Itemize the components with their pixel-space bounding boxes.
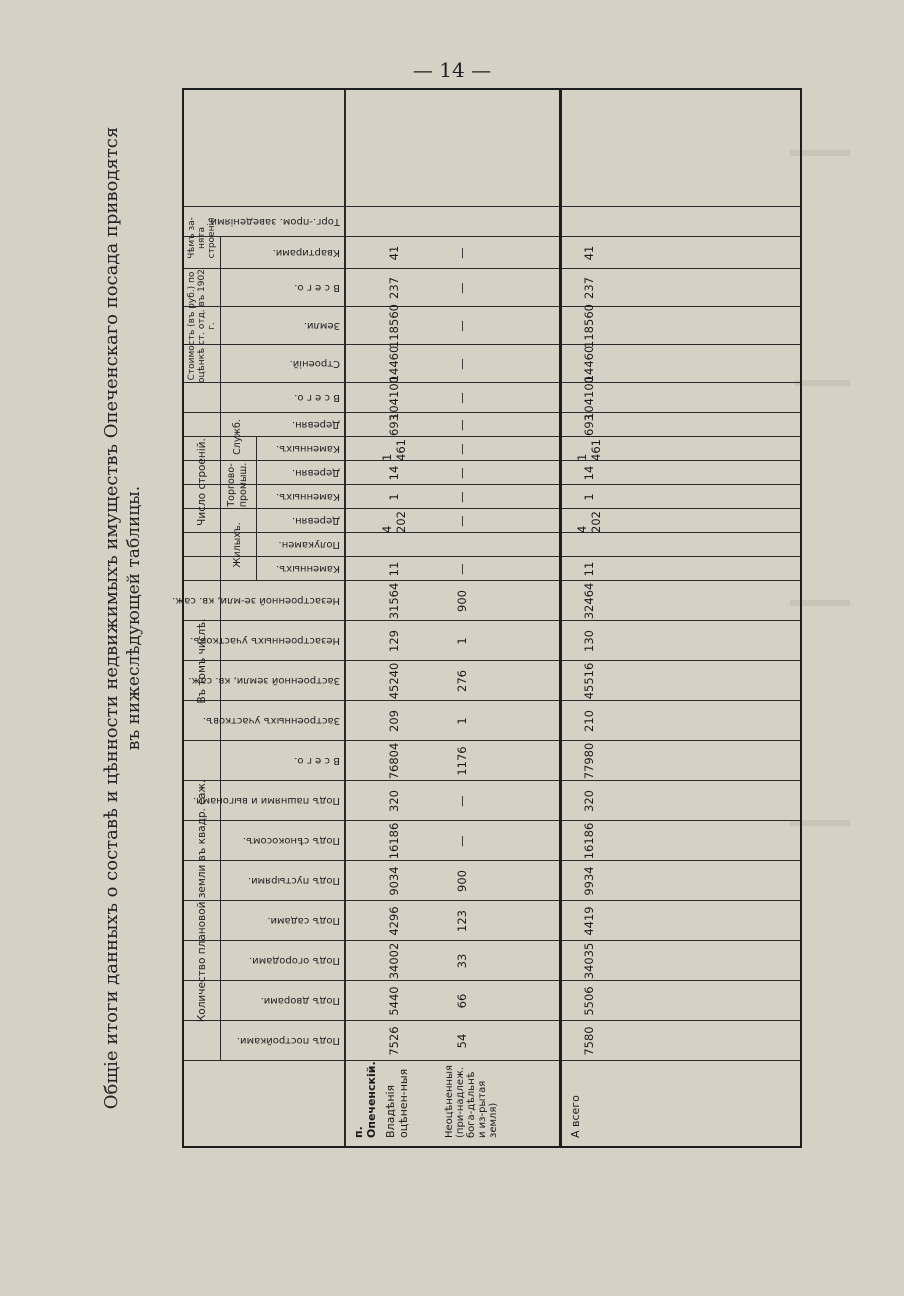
table-cell: 320 — [387, 790, 401, 812]
column-header: Подъ садами. — [267, 915, 340, 926]
column-rule — [184, 412, 800, 413]
column-rule — [184, 268, 800, 269]
table-cell: 32464 — [582, 582, 596, 620]
table-cell: 130 — [582, 630, 596, 652]
column-rule — [184, 940, 800, 941]
column-header: Торг.-пром. заведеніями. — [207, 216, 340, 227]
table-cell: — — [455, 419, 469, 431]
group-rule — [220, 237, 221, 1061]
table-cell: — — [455, 282, 469, 294]
place-name: п. Опеченскій. — [352, 1061, 378, 1138]
column-header: Деревян. — [291, 419, 340, 430]
table-cell: 4296 — [387, 906, 401, 936]
table-cell: 4419 — [582, 906, 596, 936]
building-subgroup-header: Торгово-промыш. — [226, 462, 249, 508]
table-cell: 123 — [455, 910, 469, 932]
column-rule — [184, 900, 800, 901]
table-cell: 104100 — [582, 376, 596, 420]
table-cell: 210 — [582, 710, 596, 732]
table-cell: — — [455, 491, 469, 503]
table-cell — [559, 533, 619, 557]
column-header: Полукамен. — [278, 539, 340, 550]
group-header-value: Стоимость (въ руб.) по оцѣнкѣ ст. отд. въ 1902 г. — [187, 269, 217, 383]
table-cell: 693 — [582, 414, 596, 436]
row-label-total: А всего — [569, 1095, 582, 1138]
table-cell: — — [455, 392, 469, 404]
table-cell: 9034 — [387, 866, 401, 896]
building-subgroup-header: Жилыхъ. — [232, 522, 243, 568]
column-header: Подъ огородами. — [248, 955, 340, 966]
column-rule — [184, 820, 800, 821]
table-cell: 14460 — [582, 345, 596, 383]
table-cell: 54 — [455, 1033, 469, 1049]
table-cell: 209 — [387, 710, 401, 732]
table-title-line-2: въ нижеслѣдующей таблицы. — [124, 485, 144, 751]
table-cell: — — [455, 443, 469, 455]
group-header-buildings: Число строеній. — [196, 438, 208, 526]
table-cell: 1 461 — [380, 439, 408, 461]
column-header: Деревян. — [291, 467, 340, 478]
table-cell: 16186 — [582, 822, 596, 860]
table-cell: 76804 — [387, 742, 401, 780]
column-rule — [184, 236, 800, 237]
column-header: Земли. — [303, 320, 340, 331]
table-cell: — — [455, 358, 469, 370]
table-title — [100, 88, 180, 1148]
column-header: Застроенныхъ участковъ. — [202, 715, 340, 726]
group-header-incl: Въ томъ числѣ. — [196, 618, 208, 704]
column-rule — [184, 206, 800, 207]
column-rule — [184, 508, 800, 509]
column-rule — [184, 436, 800, 437]
table-cell: 237 — [582, 277, 596, 299]
column-header: Строеній. — [289, 358, 340, 369]
table-cell: 5506 — [582, 986, 596, 1016]
column-rule — [184, 532, 800, 533]
column-rule — [184, 700, 800, 701]
table-cell: 9934 — [582, 866, 596, 896]
column-header: Каменныхъ. — [275, 491, 340, 502]
table-cell: 33 — [455, 953, 469, 969]
column-header: Подъ сѣнокосомъ. — [242, 835, 340, 846]
table-cell — [432, 533, 492, 557]
group-header-land: Количество плановой земли въ квадр. саж. — [196, 779, 208, 1023]
column-rule — [184, 344, 800, 345]
table-cell: 1 — [455, 717, 469, 725]
table-cell: 900 — [455, 870, 469, 892]
table-cell — [364, 533, 424, 557]
table-cell: 45240 — [387, 662, 401, 700]
rotated-table-block — [100, 88, 805, 1148]
column-rule — [184, 1020, 800, 1021]
subgroup-rule — [256, 437, 257, 581]
table-title-line-1: Общіе итоги данныхъ о составѣ и цѣнности недвижимыхъ имуществъ Опеченскаго посада приводятся — [101, 126, 122, 1110]
row-label-unassessed: Неоцѣненныя (при-надлеж. бога-дѣльнѣ и из-рытая земля) — [444, 1065, 499, 1138]
column-rule — [184, 620, 800, 621]
header-rule — [344, 90, 346, 1146]
column-header: В с е г о. — [294, 755, 340, 766]
table-cell: — — [455, 563, 469, 575]
table-cell: — — [455, 515, 469, 527]
row-label-owned: Владѣнія оцѣнен-ныя — [384, 1068, 410, 1138]
column-rule — [184, 660, 800, 661]
table-cell: — — [455, 835, 469, 847]
table-cell: 31564 — [387, 582, 401, 620]
column-header: Незастроенной зе-мли, кв. саж. — [172, 595, 340, 606]
column-header: Деревян. — [291, 515, 340, 526]
group-header-occupied: Чѣмъ за-нята строенія — [187, 217, 217, 259]
table-cell: 7526 — [387, 1026, 401, 1056]
table-cell: 118560 — [582, 304, 596, 348]
column-rule — [184, 484, 800, 485]
table-cell: 693 — [387, 414, 401, 436]
column-rule — [184, 382, 800, 383]
table-cell: 14 — [582, 465, 596, 481]
building-subgroup-header: Служб. — [232, 419, 243, 455]
table-cell: — — [455, 320, 469, 332]
table-cell: 34035 — [582, 942, 596, 980]
column-header: Каменныхъ. — [275, 563, 340, 574]
table-cell: 45516 — [582, 662, 596, 700]
table-cell: 1 — [582, 493, 596, 501]
table-cell: 14460 — [387, 345, 401, 383]
table-cell: 14 — [387, 465, 401, 481]
table-cell: 4 202 — [575, 511, 603, 533]
table-cell: 1 — [387, 493, 401, 501]
column-header: В с е г о. — [294, 282, 340, 293]
column-header: Квартирами. — [272, 247, 340, 258]
table-cell: — — [455, 467, 469, 479]
table-cell: 276 — [455, 670, 469, 692]
table-cell: 1 461 — [575, 439, 603, 461]
column-rule — [184, 860, 800, 861]
column-rule — [184, 740, 800, 741]
table-cell: — — [455, 795, 469, 807]
column-rule — [184, 780, 800, 781]
table-cell: 237 — [387, 277, 401, 299]
column-header: Подъ постройками. — [236, 1035, 340, 1046]
table-cell: 104100 — [387, 376, 401, 420]
table-cell: 41 — [387, 245, 401, 261]
table-cell: 129 — [387, 630, 401, 652]
column-header: Каменныхъ. — [275, 443, 340, 454]
table-cell: 118560 — [387, 304, 401, 348]
table-cell: 7580 — [582, 1026, 596, 1056]
table-cell: 66 — [455, 993, 469, 1009]
column-header: Застроенной земли, кв. саж. — [188, 675, 340, 686]
column-header: Подъ пустырями. — [247, 875, 340, 886]
column-header: Подъ пашнями и выгонами. — [192, 795, 340, 806]
column-rule — [184, 556, 800, 557]
table-cell: 1 — [455, 637, 469, 645]
column-rule — [184, 460, 800, 461]
table-cell: 900 — [455, 590, 469, 612]
table-cell: 16186 — [387, 822, 401, 860]
table-cell: 320 — [582, 790, 596, 812]
table-cell: 1176 — [455, 746, 469, 776]
table-cell: 5440 — [387, 986, 401, 1016]
table-cell: — — [455, 247, 469, 259]
table-cell: 34002 — [387, 942, 401, 980]
column-header: Незастроенныхъ участковъ. — [190, 635, 340, 646]
column-rule — [184, 980, 800, 981]
table-cell: 11 — [582, 561, 596, 577]
table-cell: 11 — [387, 561, 401, 577]
column-rule — [184, 306, 800, 307]
table-cell: 4 202 — [380, 511, 408, 533]
statistics-table — [172, 88, 802, 1148]
column-rule — [184, 580, 800, 581]
column-rule — [184, 1060, 800, 1061]
column-header: Подъ дворами. — [260, 995, 340, 1006]
column-header: В с е г о. — [294, 392, 340, 403]
table-cell: 41 — [582, 245, 596, 261]
page-number: — 14 — — [412, 58, 492, 82]
table-cell: 77980 — [582, 742, 596, 780]
